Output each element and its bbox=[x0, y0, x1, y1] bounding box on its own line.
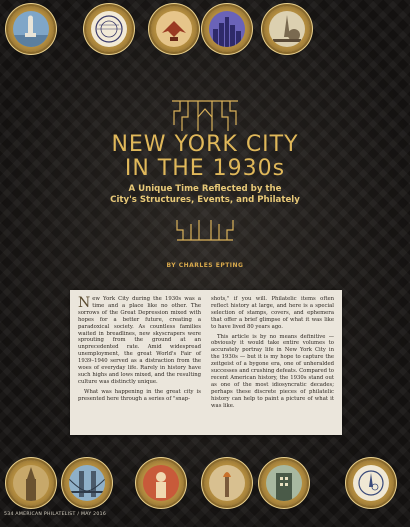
worlds-fair-postmark-icon bbox=[348, 460, 394, 506]
building-stamp-icon bbox=[261, 460, 307, 506]
article-paragraph: This article is by no means definitive — obviously it would take entire volumes to accurately portray life in New York City in the 1930s — but it is my hope to capture the zeitgeist of a bygone era, one of unheralded successes and crushing defeats. Compared to recent American history, the 1930s stand out as one of the most idiosyncratic decades; perhaps these discrete pieces of philatelic history can help to paint a picture of what it was like. bbox=[211, 333, 334, 409]
article-paragraph: shots," if you will. Philatelic items often reflect history at large, and here is a special selection of stamps, covers, and ephemera that offer a brief glimpse of what it was like to have lived 80 years ago. bbox=[211, 296, 334, 330]
worlds-fair-stamp-icon bbox=[264, 6, 310, 52]
subtitle-line-2: City's Structures, Events, and Philately bbox=[110, 195, 300, 205]
statue-stamp-icon bbox=[138, 460, 184, 506]
article-paragraph bbox=[78, 296, 201, 386]
article-byline: BY CHARLES EPTING bbox=[166, 262, 244, 269]
article-title-line-2: IN THE 1930s bbox=[124, 156, 286, 181]
paragraph-text: ew York City during the 1930s was a time and a place like no other. The sorrows of the Great Depression mixed with hopes for a better future, creating a paradoxical society. As countless families waited in breadlines, new skyscrapers were sprouting from the ground at an unprecedented rate. Amid widespread unemployment, the great World's Fair of 1939–1940 served as a distraction from the woes of everyday life. Rarely in history have such highs and lows mixed, and the resulting culture was distinctly unique. bbox=[78, 296, 201, 385]
article-paragraph: What was happening in the great city is presented here through a series of "snap- bbox=[78, 388, 201, 402]
top-medallion-row bbox=[0, 4, 410, 60]
art-deco-ornament-bottom bbox=[175, 218, 235, 244]
chrysler-building-icon bbox=[8, 460, 54, 506]
liberty-torch-icon bbox=[204, 460, 250, 506]
article-text-box bbox=[70, 290, 342, 435]
eagle-stamp-icon bbox=[151, 6, 197, 52]
liberty-stamp-icon bbox=[8, 6, 54, 52]
article-column-right bbox=[211, 296, 334, 413]
bottom-medallion-row bbox=[0, 456, 410, 512]
article-column-left bbox=[78, 296, 201, 406]
new-york-postmark-icon bbox=[86, 6, 132, 52]
article-title-line-1: NEW YORK CITY bbox=[111, 132, 299, 157]
drop-cap: N bbox=[78, 295, 91, 311]
art-deco-ornament-top bbox=[170, 97, 240, 135]
subtitle-line-1: A Unique Time Reflected by the bbox=[128, 184, 282, 194]
page-footer: 534 AMERICAN PHILATELIST / MAY 2016 bbox=[4, 512, 107, 517]
skyline-stamp-icon bbox=[204, 6, 250, 52]
article-subtitle bbox=[0, 184, 410, 206]
brooklyn-bridge-icon bbox=[64, 460, 110, 506]
